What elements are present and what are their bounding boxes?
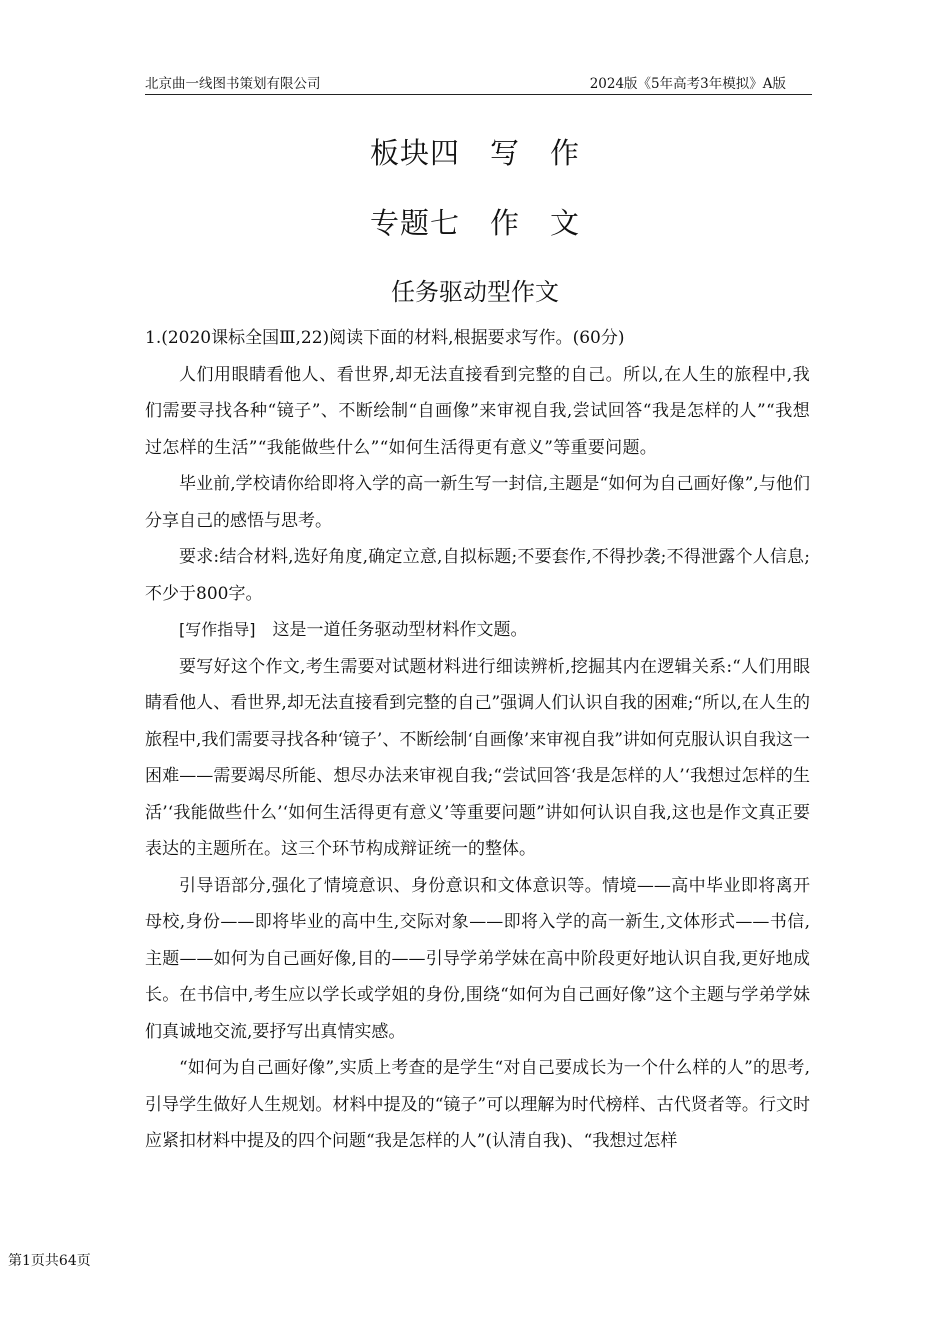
page-number: 第1页共64页 [8,1253,91,1269]
publisher-name: 北京曲一线图书策划有限公司 [145,76,321,92]
guide-label: [写作指导] [179,620,256,639]
guide-paragraph-1: 要写好这个作文,考生需要对试题材料进行细读辨析,挖掘其内在逻辑关系:“人们用眼睛看他人、看世界,却无法直接看到完整的自己”强调人们认识自我的困难;“所以,在人生的旅程中,我们需要寻找各种‘镜子’、不断绘制‘自画像’来审视自我”讲如何克服认识自我这一困难——需要竭尽所能、想尽办法来审视自我;“尝试回答‘我是怎样的人’‘我想过怎样的生活’‘我能做些什么’‘如何生活得更有意义’等重要问题”讲如何认识自我,这也是作文真正要表达的主题所在。这三个环节构成辩证统一的整体。 [145,656,810,859]
guide-intro-paragraph [145,612,810,649]
page-header [145,70,812,95]
edition-name: 2024版《5年高考3年模拟》A版 [589,76,786,92]
guide-paragraph-2: 引导语部分,强化了情境意识、身份意识和文体意识等。情境——高中毕业即将离开母校,身份——即将毕业的高中生,交际对象——即将入学的高一新生,文体形式——书信,主题——如何为自己画好像,目的——引导学弟学妹在高中阶段更好地认识自我,更好地成长。在书信中,考生应以学长或学姐的身份,围绕“如何为自己画好像”这个主题与学弟学妹们真诚地交流,要抒写出真情实感。 [145,875,810,1042]
topic-title: 专题七 作 文 [369,206,580,240]
guide-paragraph-3: “如何为自己画好像”,实质上考查的是学生“对自己要成长为一个什么样的人”的思考,引导学生做好人生规划。材料中提及的“镜子”可以理解为时代榜样、古代贤者等。行文时应紧扣材料中提及的四个问题“我是怎样的人”(认清自我)、“我想过怎样 [145,1058,810,1151]
main-content [145,320,810,1160]
question-requirements: 要求:结合材料,选好角度,确定立意,自拟标题;不要套作,不得抄袭;不得泄露个人信息;不少于800字。 [145,547,810,604]
question-task: 毕业前,学校请你给即将入学的高一新生写一封信,主题是“如何为自己画好像”,与他们分享自己的感悟与思考。 [145,474,810,531]
question-material: 人们用眼睛看他人、看世界,却无法直接看到完整的自己。所以,在人生的旅程中,我们需要寻找各种“镜子”、不断绘制“自画像”来审视自我,尝试回答“我是怎样的人”“我想过怎样的生活”“我能做些什么”“如何生活得更有意义”等重要问题。 [145,364,810,458]
question-stem: 1.(2020课标全国Ⅲ,22)阅读下面的材料,根据要求写作。(60分) [145,328,625,348]
block-title: 板块四 写 作 [369,136,580,170]
section-title: 任务驱动型作文 [391,278,559,306]
guide-intro: 这是一道任务驱动型材料作文题。 [272,620,528,640]
